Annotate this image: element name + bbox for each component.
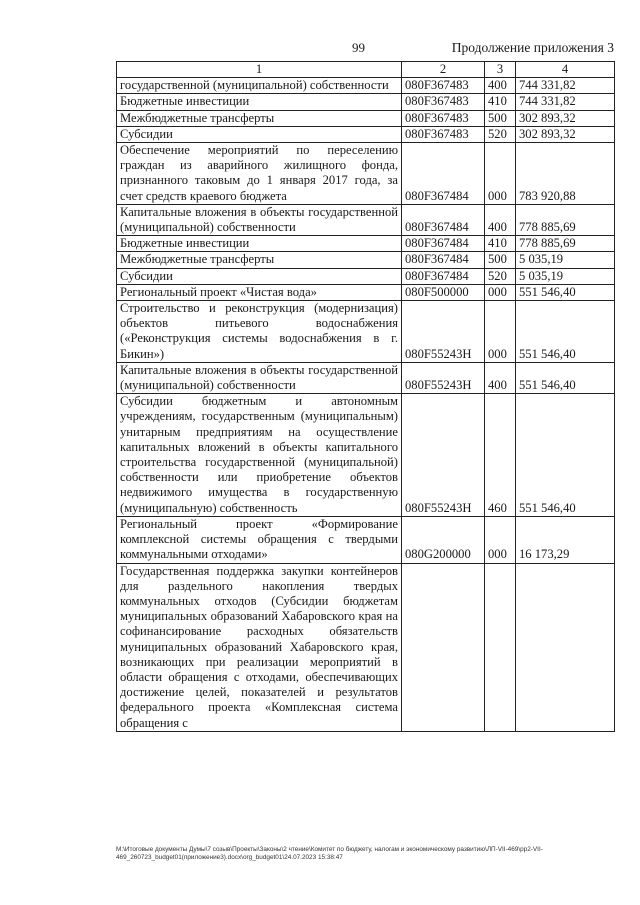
table-row — [117, 126, 615, 142]
row-name: Региональный проект «Чистая вода» — [117, 284, 402, 300]
target-article-code: 080F500000 — [402, 284, 485, 300]
table-row — [117, 516, 615, 563]
row-amount: 551 546,40 — [516, 394, 615, 517]
page-number: 99 — [352, 40, 365, 55]
row-amount: 778 885,69 — [516, 204, 615, 235]
column-header: 1 — [117, 62, 402, 78]
expense-type-code — [485, 563, 516, 731]
table-header-row — [117, 62, 615, 78]
expense-type-code: 000 — [485, 301, 516, 363]
row-amount: 744 331,82 — [516, 94, 615, 110]
continuation-title: Продолжение приложения 3 — [451, 40, 614, 55]
table-row — [117, 252, 615, 268]
row-name: Субсидии — [117, 268, 402, 284]
target-article-code: 080G200000 — [402, 516, 485, 563]
row-amount: 302 893,32 — [516, 126, 615, 142]
row-amount: 551 546,40 — [516, 301, 615, 363]
target-article-code: 080F367484 — [402, 236, 485, 252]
column-header: 4 — [516, 62, 615, 78]
row-name: Межбюджетные трансферты — [117, 110, 402, 126]
expense-type-code: 520 — [485, 268, 516, 284]
target-article-code: 080F367484 — [402, 204, 485, 235]
row-amount: 16 173,29 — [516, 516, 615, 563]
row-name: Региональный проект «Формирование комплексной системы обращения с твердыми коммунальными отходами» — [117, 516, 402, 563]
target-article-code: 080F367483 — [402, 110, 485, 126]
row-name: государственной (муниципальной) собственности — [117, 78, 402, 94]
expense-type-code: 400 — [485, 362, 516, 393]
row-amount: 778 885,69 — [516, 236, 615, 252]
file-path-footer: M:\Итоговые документы Думы\7 созыв\Проекты\Законы\2 чтение\Комитет по бюджету, налогам и экономическому развитию\ЛП-VII-469\рр2-VII-469_260723_budget01(приложение3).docx\org_budget01\24.07.2023 15:38:47 — [116, 846, 543, 862]
row-amount: 551 546,40 — [516, 362, 615, 393]
target-article-code: 080F367483 — [402, 94, 485, 110]
expense-type-code: 410 — [485, 236, 516, 252]
table-row — [117, 394, 615, 517]
row-name: Субсидии бюджетным и автономным учреждениям, государственным (муниципальным) унитарным предприятиям на осуществление капитальных вложений в объекты капитального строительства государственной (муниципальной) собственности или приобретение объектов недвижимого имущества в государственную (муниципальную) собственность — [117, 394, 402, 517]
row-amount: 783 920,88 — [516, 143, 615, 205]
table-row — [117, 110, 615, 126]
row-amount: 302 893,32 — [516, 110, 615, 126]
row-name: Бюджетные инвестиции — [117, 236, 402, 252]
expense-type-code: 500 — [485, 252, 516, 268]
row-name: Бюджетные инвестиции — [117, 94, 402, 110]
row-name: Государственная поддержка закупки контейнеров для раздельного накопления твердых коммунальных отходов (Субсидии бюджетам муниципальных образований Хабаровского края на софинансирование расходных обязательств муниципальных образований Хабаровского края, возникающих при реализации мероприятий в области обращения с отходами, обеспечивающих достижение целей, показателей и результатов федерального проекта «Комплексная система обращения с — [117, 563, 402, 731]
target-article-code: 080F367484 — [402, 252, 485, 268]
expense-type-code: 410 — [485, 94, 516, 110]
row-name: Строительство и реконструкция (модернизация) объектов питьевого водоснабжения («Реконструкция системы водоснабжения в г. Бикин») — [117, 301, 402, 363]
expense-type-code: 400 — [485, 78, 516, 94]
target-article-code: 080F367483 — [402, 78, 485, 94]
row-name: Капитальные вложения в объекты государственной (муниципальной) собственности — [117, 204, 402, 235]
table-row — [117, 236, 615, 252]
column-header: 2 — [402, 62, 485, 78]
table-row — [117, 284, 615, 300]
target-article-code: 080F55243H — [402, 301, 485, 363]
table-row — [117, 94, 615, 110]
table-row — [117, 362, 615, 393]
row-name: Субсидии — [117, 126, 402, 142]
table-row — [117, 268, 615, 284]
target-article-code: 080F55243H — [402, 394, 485, 517]
table-row — [117, 301, 615, 363]
column-header: 3 — [485, 62, 516, 78]
expense-type-code: 000 — [485, 516, 516, 563]
budget-table — [116, 61, 615, 732]
row-amount: 5 035,19 — [516, 252, 615, 268]
row-name: Межбюджетные трансферты — [117, 252, 402, 268]
table-row — [117, 204, 615, 235]
target-article-code: 080F55243H — [402, 362, 485, 393]
expense-type-code: 400 — [485, 204, 516, 235]
target-article-code: 080F367484 — [402, 268, 485, 284]
row-name: Обеспечение мероприятий по переселению граждан из аварийного жилищного фонда, признанного таковым до 1 января 2017 года, за счет средств краевого бюджета — [117, 143, 402, 205]
table-row — [117, 143, 615, 205]
expense-type-code: 000 — [485, 143, 516, 205]
row-amount: 5 035,19 — [516, 268, 615, 284]
expense-type-code: 500 — [485, 110, 516, 126]
table-row — [117, 563, 615, 731]
row-amount: 744 331,82 — [516, 78, 615, 94]
expense-type-code: 000 — [485, 284, 516, 300]
target-article-code — [402, 563, 485, 731]
target-article-code: 080F367483 — [402, 126, 485, 142]
row-amount: 551 546,40 — [516, 284, 615, 300]
expense-type-code: 520 — [485, 126, 516, 142]
row-amount — [516, 563, 615, 731]
target-article-code: 080F367484 — [402, 143, 485, 205]
table-row — [117, 78, 615, 94]
row-name: Капитальные вложения в объекты государственной (муниципальной) собственности — [117, 362, 402, 393]
expense-type-code: 460 — [485, 394, 516, 517]
